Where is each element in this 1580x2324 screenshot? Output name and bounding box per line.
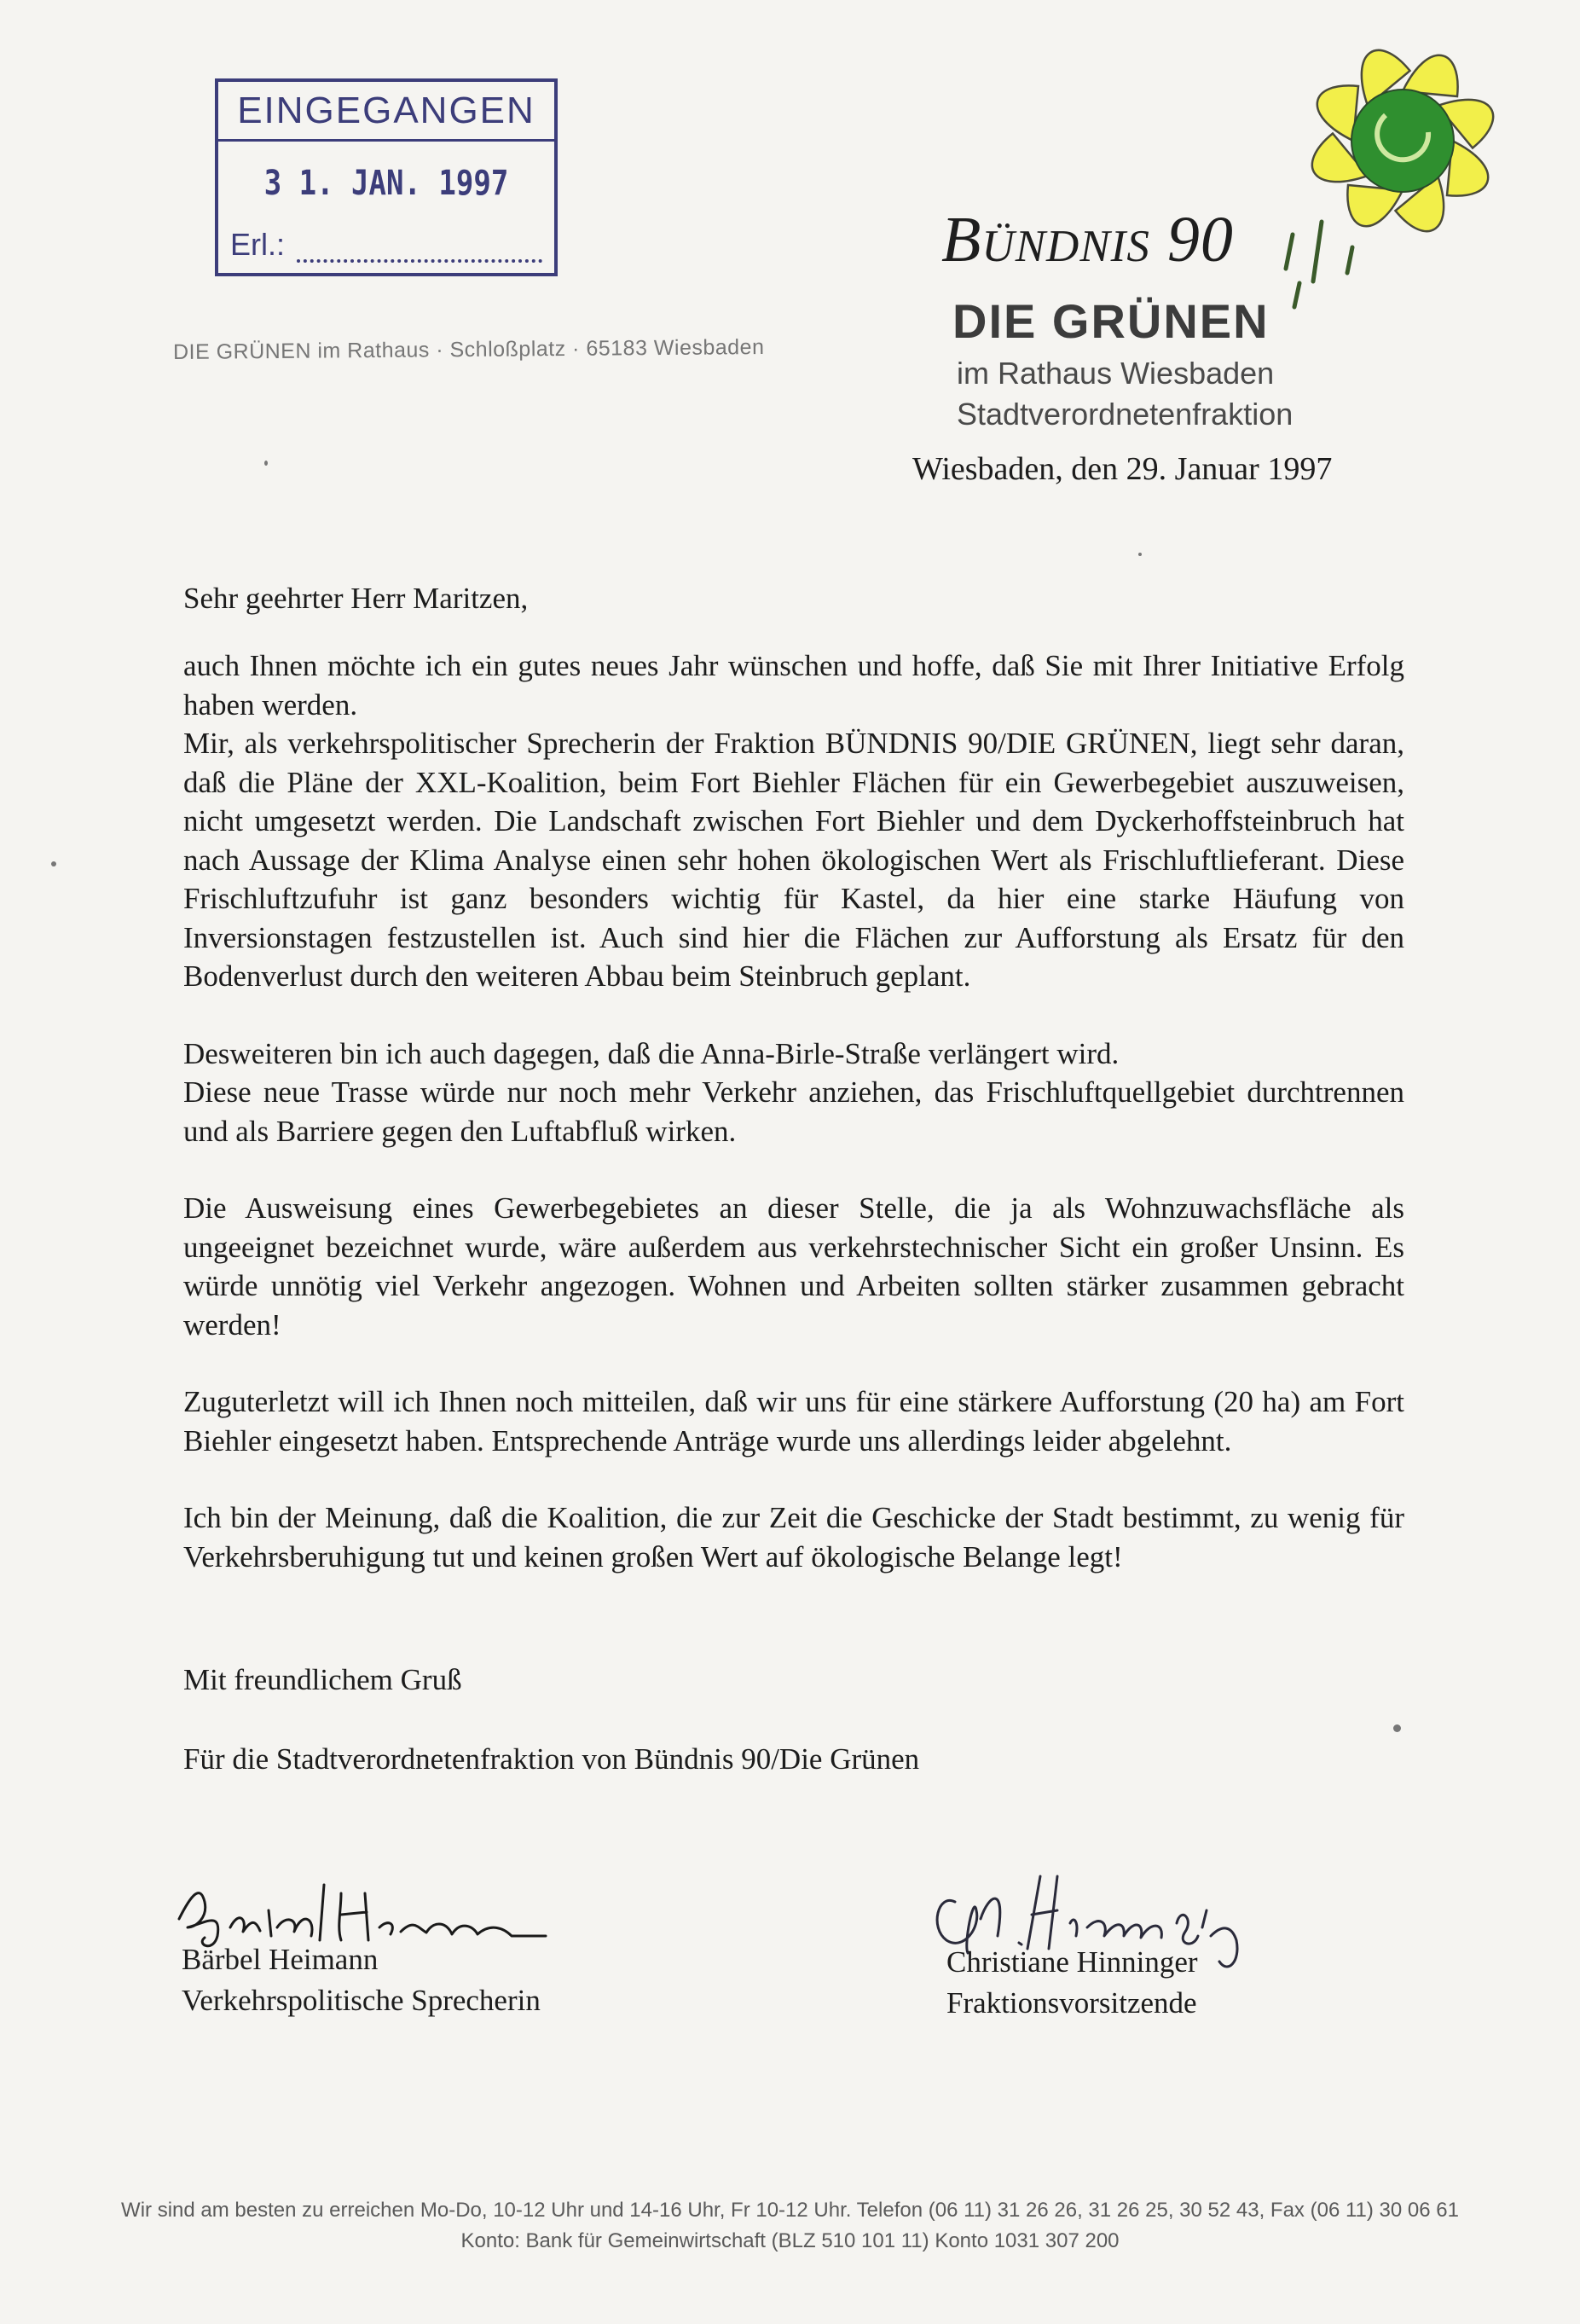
- letterhead-party-name: Bündnis 90: [941, 204, 1234, 275]
- stamp-erl-line: [297, 259, 542, 263]
- body-paragraph: Diese neue Trasse würde nur noch mehr Verkehr anziehen, das Frischluftquellgebiet durchtrennen und als Barriere gegen den Luftabfluß wirken.: [183, 1075, 1404, 1148]
- salutation: Sehr geehrter Herr Maritzen,: [183, 582, 529, 615]
- stamp-date: 3 1. JAN. 1997: [263, 164, 509, 203]
- signatory-right-name: Christiane Hinninger: [946, 1945, 1198, 1979]
- body-paragraph: Ich bin der Meinung, daß die Koalition, die zur Zeit die Geschicke der Stadt bestimmt, zu wenig für Verkehrsberuhigung tut und keinen großen Wert auf ökologische Belange legt!: [183, 1501, 1404, 1573]
- scan-speck: [1138, 553, 1142, 556]
- footer-bank: Konto: Bank für Gemeinwirtschaft (BLZ 510 101 11) Konto 1031 307 200: [460, 2229, 1120, 2252]
- closing-faction-line: Für die Stadtverordnetenfraktion von Bündnis 90/Die Grünen: [183, 1742, 920, 1776]
- body-paragraph: auch Ihnen möchte ich ein gutes neues Jahr wünschen und hoffe, daß Sie mit Ihrer Initiative Erfolg haben werden.: [183, 649, 1404, 722]
- closing-greeting: Mit freundlichem Gruß: [183, 1663, 462, 1696]
- body-paragraph: Mir, als verkehrspolitischer Sprecherin der Fraktion BÜNDNIS 90/DIE GRÜNEN, liegt sehr daran, daß die Pläne der XXL-Koalition, beim Fort Biehler Flächen für ein Gewerbegebiet auszuweisen, nicht umgesetzt werden. Die Landschaft zwischen Fort Biehler und dem Dyckerhoffsteinbruch hat nach Aussage der Klima Analyse einen sehr hohen ökologischen Wert als Frischluftlieferant. Diese Frischluftzufuhr ist ganz besonders wichtig für Kastel, da hier eine starke Häufung von Inversionstagen festzustellen ist. Auch sind hier die Flächen zur Aufforstung als Ersatz für den Bodenverlust durch den weiteren Abbau beim Steinbruch geplant.: [183, 727, 1404, 993]
- letter-body: [183, 646, 1404, 1576]
- received-stamp: [215, 78, 558, 276]
- place-and-date: Wiesbaden, den 29. Januar 1997: [912, 451, 1333, 487]
- body-paragraph: Die Ausweisung eines Gewerbegebietes an dieser Stelle, die ja als Wohnzuwachsfläche als ungeeignet bezeichnet wurde, wäre außerdem aus verkehrstechnischer Sicht ein großer Unsinn. Es würde unnötig viel Verkehr angezogen. Wohnen und Arbeiten sollten stärker zusammen gebracht werden!: [183, 1191, 1404, 1342]
- letterhead-location: im Rathaus Wiesbaden: [957, 356, 1275, 391]
- signatory-right-role: Fraktionsvorsitzende: [946, 1986, 1197, 2020]
- return-address: DIE GRÜNEN im Rathaus · Schloßplatz · 65183 Wiesbaden: [172, 334, 765, 365]
- letterhead-party-subname: DIE GRÜNEN: [952, 294, 1270, 348]
- stamp-title: EINGEGANGEN: [218, 82, 554, 142]
- scan-speck: [51, 861, 56, 866]
- stamp-erl-label: Erl.:: [230, 227, 286, 262]
- signatory-left-name: Bärbel Heimann: [182, 1943, 379, 1976]
- sunflower-logo-icon: [1236, 26, 1518, 350]
- body-paragraph: Desweiteren bin ich auch dagegen, daß die Anna-Birle-Straße verlängert wird.: [183, 1036, 1120, 1070]
- scan-speck: [264, 461, 268, 466]
- footer-contact: Wir sind am besten zu erreichen Mo-Do, 10-12 Uhr und 14-16 Uhr, Fr 10-12 Uhr. Telefon (06 11) 31 26 26, 31 26 25, 30 52 43, Fax (06 11) 30 06 61: [121, 2199, 1459, 2222]
- signatory-left-role: Verkehrspolitische Sprecherin: [182, 1984, 541, 2017]
- body-paragraph: Zuguterletzt will ich Ihnen noch mitteilen, daß wir uns für eine stärkere Aufforstung (20 ha) am Fort Biehler eingesetzt haben. Entsprechende Anträge wurde uns allerdings leider abgelehnt.: [183, 1385, 1404, 1458]
- scan-speck: [1393, 1724, 1401, 1732]
- letterhead-faction: Stadtverordnetenfraktion: [957, 397, 1294, 432]
